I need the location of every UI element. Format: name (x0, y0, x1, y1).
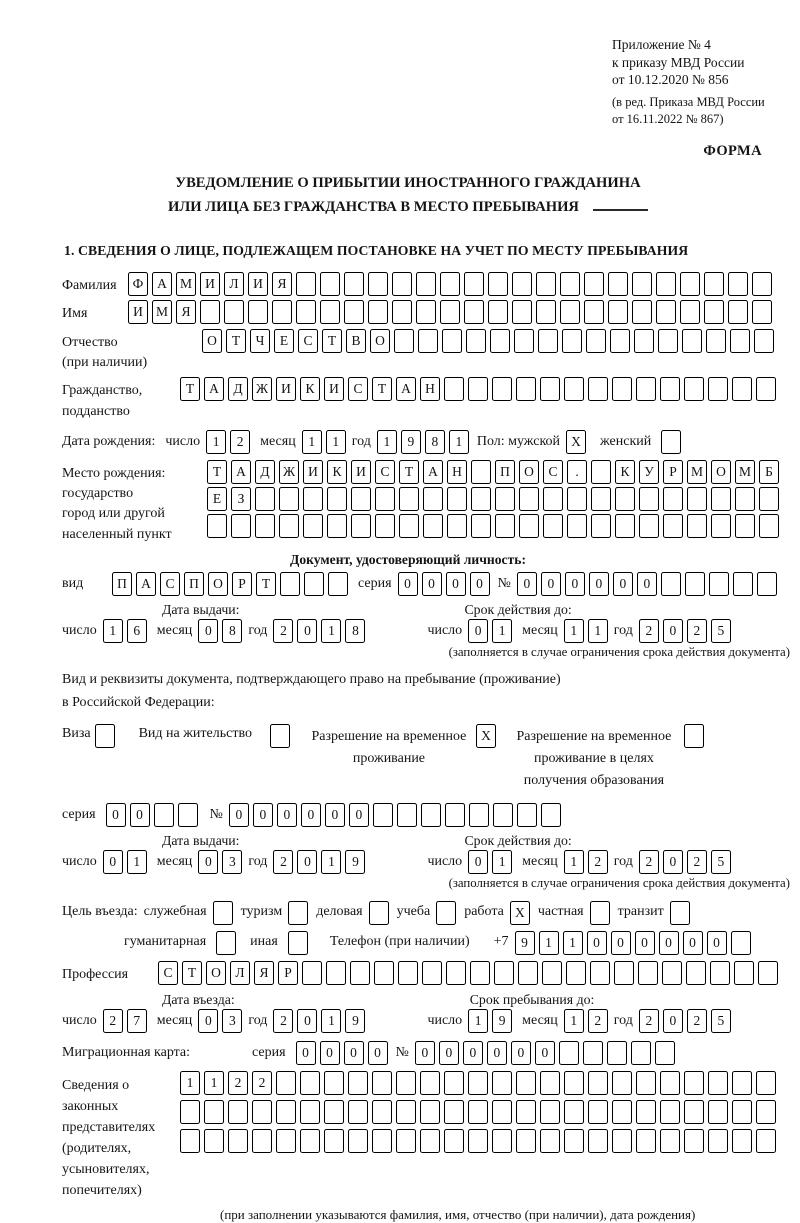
entry-dates (62, 1009, 794, 1033)
sex-male-checkbox[interactable]: X (566, 430, 586, 454)
number-sign: № (209, 807, 223, 823)
issue-month-boxes[interactable]: 0 8 (198, 619, 242, 643)
identity-doc-kind-row (62, 572, 794, 596)
purpose-rabota-checkbox[interactable]: X (510, 901, 530, 925)
day-word: число (165, 433, 201, 449)
year-word: год (613, 854, 633, 870)
day-word: число (62, 1012, 97, 1028)
year-word: год (248, 854, 268, 870)
migration-number-sign: № (395, 1044, 409, 1060)
representatives-boxes (180, 1071, 776, 1153)
month-word: месяц (260, 433, 296, 449)
identity-doc-note: (заполняется в случае ограничения срока действия документа) (448, 645, 790, 660)
month-word: месяц (156, 623, 193, 639)
valid-year-boxes[interactable]: 2 0 2 5 (639, 619, 731, 643)
series-label: серия (62, 807, 96, 823)
sex-female-label: женский (600, 433, 652, 449)
entry-month-boxes[interactable]: 0 3 (198, 1009, 242, 1033)
representatives-label: Сведения о законных представителях (родителях, усыновителях, попечителях) (62, 1077, 156, 1198)
year-word: год (613, 1012, 633, 1028)
residence-valid-month-boxes[interactable]: 1 2 (564, 850, 608, 874)
surname-label: Фамилия (62, 278, 117, 294)
birth-month-boxes[interactable]: 1 1 (302, 430, 346, 454)
temp-residence-label: Разрешение на временное проживание (311, 729, 467, 766)
doc-kind-boxes[interactable]: П А С П О Р Т (112, 572, 348, 596)
month-word: месяц (156, 854, 193, 870)
valid-date-header: Срок действия до: (464, 602, 572, 618)
entry-day-boxes[interactable]: 2 7 (103, 1009, 147, 1033)
valid-date-header: Срок действия до: (464, 833, 572, 849)
profession-boxes[interactable]: С Т О Л Я Р (158, 961, 778, 985)
residence-doc-date-headers (62, 833, 794, 849)
residence-doc-serial-row (62, 803, 794, 827)
form-title-line2: ИЛИ ЛИЦА БЕЗ ГРАЖДАНСТВА В МЕСТО ПРЕБЫВАНИЯ (62, 196, 754, 219)
representatives-line2[interactable] (180, 1100, 776, 1124)
header-reference (612, 36, 794, 127)
birth-date-label: Дата рождения: (62, 433, 156, 449)
residence-issue-month-boxes[interactable]: 0 3 (198, 850, 242, 874)
ref-line: Приложение № 4 (612, 37, 711, 52)
phone-boxes[interactable]: 9 1 1 0 0 0 0 0 0 (515, 931, 751, 955)
visa-label: Виза (62, 726, 91, 742)
birth-place-line3[interactable] (207, 514, 779, 538)
section1-heading: 1. СВЕДЕНИЯ О ЛИЦЕ, ПОДЛЕЖАЩЕМ ПОСТАНОВКЕ НА УЧЕТ ПО МЕСТУ ПРЕБЫВАНИЯ (64, 243, 689, 259)
identity-doc-heading: Документ, удостоверяющий личность: (290, 552, 526, 568)
patronymic-row (62, 329, 794, 374)
temp-residence-education-checkbox[interactable] (684, 724, 704, 748)
doc-number-sign: № (497, 576, 511, 592)
year-word: год (351, 433, 371, 449)
profession-row (62, 961, 794, 985)
migration-series-label: серия (252, 1044, 286, 1060)
purpose-inaya-checkbox[interactable] (288, 931, 308, 955)
purpose-chastnaya-label: частная (537, 904, 584, 920)
birth-place-label: Место рождения: государство город или другой населенный пункт (62, 465, 172, 542)
residence-doc-intro: Вид и реквизиты документа, подтверждающего право на пребывание (проживание) в Российской Федерации: (62, 672, 561, 711)
birth-place-row (62, 460, 794, 545)
phone-prefix: +7 (493, 934, 509, 950)
year-word: год (248, 1012, 268, 1028)
temp-residence-checkbox[interactable]: X (476, 724, 496, 748)
purpose-turizm-checkbox[interactable] (288, 901, 308, 925)
issue-year-boxes[interactable]: 2 0 1 8 (273, 619, 365, 643)
entry-date-headers (62, 992, 794, 1008)
purpose-delovaya-checkbox[interactable] (369, 901, 389, 925)
valid-month-boxes[interactable]: 1 1 (564, 619, 608, 643)
migration-card-label: Миграционная карта: (62, 1044, 191, 1060)
month-word: месяц (522, 623, 558, 639)
purpose-ucheba-label: учеба (396, 904, 431, 920)
visit-purpose-row2 (124, 931, 794, 955)
month-word: месяц (156, 1012, 193, 1028)
month-word: месяц (522, 854, 558, 870)
year-word: год (248, 623, 268, 639)
purpose-tranzit-checkbox[interactable] (670, 901, 690, 925)
year-word: год (613, 623, 633, 639)
issue-date-header: Дата выдачи: (162, 833, 240, 849)
doc-kind-label: вид (62, 576, 84, 592)
migration-series-boxes[interactable]: 0 0 0 0 (296, 1041, 388, 1065)
sex-female-checkbox[interactable] (661, 430, 681, 454)
purpose-inaya-label: иная (250, 934, 278, 950)
patronymic-boxes[interactable]: О Т Ч Е С Т В О (202, 329, 774, 353)
firstname-row (62, 300, 794, 324)
representatives-note: (при заполнении указываются фамилия, имя, отчество (при наличии), дата рождения) (220, 1206, 696, 1222)
representatives-row (62, 1071, 794, 1201)
firstname-label: Имя (62, 306, 88, 322)
ref-line: к приказу МВД России (612, 54, 745, 70)
issue-date-header: Дата выдачи: (162, 602, 240, 618)
citizenship-boxes[interactable]: Т А Д Ж И К И С Т А Н (180, 377, 776, 401)
purpose-rabota-label: работа (464, 904, 504, 920)
patronymic-label: Отчество (при наличии) (62, 334, 148, 370)
surname-row (62, 272, 794, 296)
day-word: число (427, 1012, 463, 1028)
purpose-sluzhebnaya-checkbox[interactable] (213, 901, 233, 925)
purpose-tranzit-label: транзит (617, 904, 664, 920)
visa-checkbox[interactable] (95, 724, 115, 748)
residence-valid-day-boxes[interactable]: 0 1 (468, 850, 512, 874)
residence-issue-day-boxes[interactable]: 0 1 (103, 850, 147, 874)
purpose-chastnaya-checkbox[interactable] (590, 901, 610, 925)
stay-until-header: Срок пребывания до: (469, 991, 595, 1007)
representatives-line3[interactable] (180, 1129, 776, 1153)
residence-series-boxes[interactable]: 0 0 (106, 803, 198, 827)
entry-date-header: Дата въезда: (162, 991, 235, 1007)
residence-doc-note: (заполняется в случае ограничения срока действия документа) (448, 876, 790, 891)
birth-date-row (62, 430, 794, 454)
day-word: число (62, 854, 97, 870)
temp-residence-education-label: Разрешение на временное проживание в целях получения образования (516, 729, 672, 788)
birth-place-line2[interactable]: Е З (207, 487, 779, 511)
title-blank-underline (593, 209, 648, 211)
edition-note (612, 94, 794, 128)
month-word: месяц (522, 1012, 558, 1028)
firstname-boxes[interactable]: И М Я (128, 300, 772, 324)
purpose-gumanitarnaya-checkbox[interactable] (216, 931, 236, 955)
visit-purpose-label: Цель въезда: (62, 904, 138, 920)
day-word: число (427, 623, 463, 639)
identity-doc-date-headers (62, 602, 794, 618)
forma-label: ФОРМА (703, 143, 762, 160)
entry-year-boxes[interactable]: 2 0 1 9 (273, 1009, 365, 1033)
ref-line: от 10.12.2020 № 856 (612, 72, 729, 88)
doc-number-boxes[interactable]: 0 0 0 0 0 0 (517, 572, 777, 596)
identity-doc-dates (62, 619, 794, 643)
birth-place-boxes (207, 460, 779, 538)
purpose-delovaya-label: деловая (316, 904, 363, 920)
form-title-line1: УВЕДОМЛЕНИЕ О ПРИБЫТИИ ИНОСТРАННОГО ГРАЖДАНИНА (175, 175, 641, 192)
doc-series-label: серия (358, 576, 392, 592)
citizenship-label: Гражданство, подданство (62, 383, 143, 419)
phone-label: Телефон (при наличии) (329, 934, 470, 950)
stay-month-boxes[interactable]: 1 2 (564, 1009, 608, 1033)
representatives-line1[interactable]: 1 1 2 2 (180, 1071, 776, 1095)
residence-doc-dates (62, 850, 794, 874)
purpose-turizm-label: туризм (240, 904, 283, 920)
sex-male-label: Пол: мужской (476, 433, 561, 449)
valid-day-boxes[interactable]: 0 1 (468, 619, 512, 643)
profession-label: Профессия (62, 967, 129, 983)
visit-purpose-row1 (62, 901, 794, 925)
residence-issue-year-boxes[interactable]: 2 0 1 9 (273, 850, 365, 874)
migration-card-row (62, 1041, 794, 1065)
stay-day-boxes[interactable]: 1 9 (468, 1009, 512, 1033)
surname-boxes[interactable]: Ф А М И Л И Я (128, 272, 772, 296)
ed-line: (в ред. Приказа МВД России (612, 94, 765, 109)
issue-day-boxes[interactable]: 1 6 (103, 619, 147, 643)
day-word: число (427, 854, 463, 870)
stay-year-boxes[interactable]: 2 0 2 5 (639, 1009, 731, 1033)
residence-valid-year-boxes[interactable]: 2 0 2 5 (639, 850, 731, 874)
purpose-sluzhebnaya-label: служебная (143, 904, 207, 920)
birth-year-boxes[interactable]: 1 9 8 1 (377, 430, 469, 454)
birth-place-line1[interactable]: Т А Д Ж И К И С Т А Н П О С . К У Р М О М Б (207, 460, 779, 484)
residence-permit-label: Вид на жительство (138, 726, 252, 742)
residence-doc-options (62, 722, 794, 791)
purpose-ucheba-checkbox[interactable] (436, 901, 456, 925)
migration-number-boxes[interactable]: 0 0 0 0 0 0 (415, 1041, 675, 1065)
form-title (62, 172, 754, 219)
purpose-gumanitarnaya-label: гуманитарная (124, 934, 207, 950)
citizenship-row (62, 377, 794, 422)
birth-day-boxes[interactable]: 1 2 (206, 430, 250, 454)
doc-series-boxes[interactable]: 0 0 0 0 (398, 572, 490, 596)
residence-permit-checkbox[interactable] (270, 724, 290, 748)
day-word: число (62, 623, 97, 639)
residence-number-boxes[interactable]: 0 0 0 0 0 0 (229, 803, 561, 827)
ed-line: от 16.11.2022 № 867) (612, 111, 724, 126)
